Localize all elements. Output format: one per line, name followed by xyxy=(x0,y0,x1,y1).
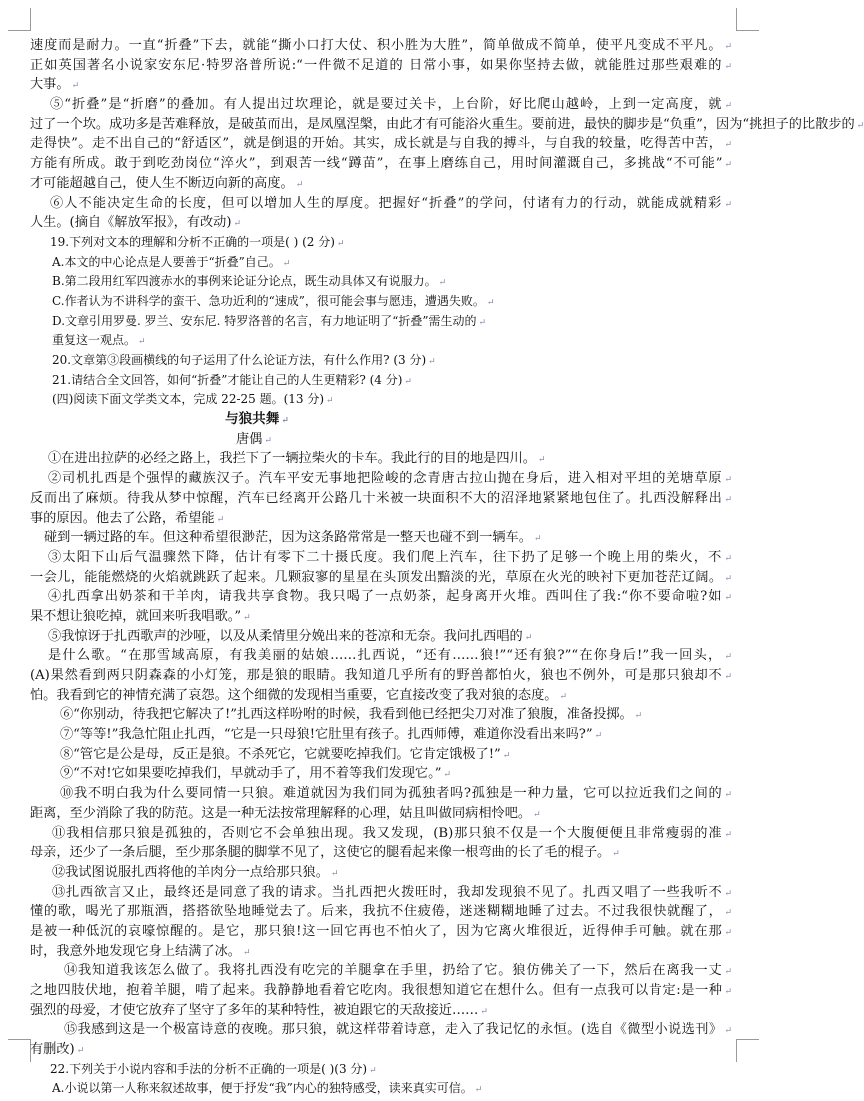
crop-mark-top-left xyxy=(8,8,31,31)
paragraph-mark-icon: ↵ xyxy=(724,494,732,505)
text-line-content: ⑮我感到这是一个极富诗意的夜晚。那只狼，就这样带着诗意，走入了我记忆的永恒。(选自《微型小说选刊》 xyxy=(64,1022,723,1038)
text-line xyxy=(30,449,732,469)
text-line xyxy=(30,509,732,529)
text-line xyxy=(30,607,732,627)
paragraph-mark-icon: ↵ xyxy=(724,908,732,919)
text-line xyxy=(30,646,732,666)
paragraph-mark-icon: ↵ xyxy=(724,829,732,840)
paragraph-mark-icon: ↵ xyxy=(559,691,568,702)
paragraph-mark-icon: ↵ xyxy=(502,750,511,761)
paragraph-mark-icon: ↵ xyxy=(282,258,291,269)
text-line-content: 是被一种低沉的哀嚎惊醒的。是它，那只狼!这一回它再也不怕火了，因为它离火堆很近，近得伸手可触。就在那 xyxy=(30,923,723,939)
paragraph-mark-icon: ↵ xyxy=(724,61,732,72)
paragraph-mark-icon: ↵ xyxy=(724,573,732,584)
text-line-content: ⑤“折叠”是“折磨”的叠加。有人提出过坎理论，就是要过关卡，上台阶，好比爬山越岭，上到一定高度，就 xyxy=(50,97,723,113)
paragraph-mark-icon: ↵ xyxy=(724,888,732,899)
text-line xyxy=(30,56,732,76)
text-line-content: 人生。(摘自《解放军报》，有改动) xyxy=(30,215,232,231)
text-line-content: ④扎西拿出奶茶和干羊肉，请我共享食物。我只喝了一点奶茶，起身离开火堆。西叫住了我:“你不要命啦?如 xyxy=(48,589,723,605)
paragraph-mark-icon: ↵ xyxy=(724,160,732,171)
crop-mark-bottom-left xyxy=(8,1039,31,1062)
text-line xyxy=(30,843,732,863)
paragraph-mark-icon: ↵ xyxy=(537,455,546,466)
paragraph-mark-icon: ↵ xyxy=(443,770,451,781)
text-line-content: 走得快”。走不出自己的“舒适区”，就是倒退的开始。其实，成长就是与自我的搏斗，与自我的较量，吃得苦中苦， xyxy=(30,136,723,152)
paragraph-mark-icon: ↵ xyxy=(295,179,304,190)
paragraph-mark-icon: ↵ xyxy=(634,711,643,722)
text-line-content: 才可能超越自己，使人生不断迈向新的高度。 xyxy=(30,175,294,191)
text-line-content: ⑭我知道我该怎么做了。我将扎西没有吃完的羊腿拿在手里，扔给了它。狼仿佛关了一下，然后在离我一丈 xyxy=(64,963,723,979)
paragraph-mark-icon: ↵ xyxy=(724,790,732,801)
text-line-content: 距离，至少消除了我的防范。这是一种无法按常理解释的心理，姑且叫做同病相怜吧。 xyxy=(30,805,532,821)
paragraph-mark-icon: ↵ xyxy=(594,731,603,742)
paragraph-mark-icon: ↵ xyxy=(724,140,732,151)
text-line xyxy=(30,174,732,194)
text-line-content: 反而出了麻烦。待我从梦中惊醒，汽车已经离开公路几十米被一块面积不大的沼泽地紧紧地包住了。扎西没解释出 xyxy=(30,490,723,506)
paragraph-mark-icon: ↵ xyxy=(724,42,732,52)
text-line-content: 22.下列关于小说内容和手法的分析不正确的一项是( )(3 分) xyxy=(50,1061,368,1076)
text-line xyxy=(30,725,732,745)
text-line xyxy=(30,469,732,489)
text-line-content: 碰到一辆过路的车。但这种希望很渺茫，因为这条路常常是一整天也碰不到一辆车。 xyxy=(44,530,532,546)
text-line-content: ⑨“不对!它如果要吃掉我们，早就动手了，用不着等我们发现它。” xyxy=(60,766,442,782)
text-line xyxy=(30,331,732,351)
text-line-content: 怕。我看到它的神情充满了哀怨。这个细微的发现相当重要，它直接改变了我对狼的态度。 xyxy=(30,687,558,703)
text-line-content: 有删改) xyxy=(30,1042,75,1058)
text-line xyxy=(30,272,732,292)
text-line-content: 正如英国著名小说家安东尼·特罗洛普所说:“一件微不足道的 日常小事，如果你坚持去做，就能胜过那些艰难的 xyxy=(30,57,723,73)
document-body xyxy=(30,36,864,1099)
paragraph-mark-icon: ↵ xyxy=(71,81,80,92)
paragraph-mark-icon: ↵ xyxy=(369,1065,377,1076)
text-line xyxy=(30,587,732,607)
paragraph-mark-icon: ↵ xyxy=(724,593,732,604)
text-line xyxy=(30,292,732,312)
text-line xyxy=(30,981,732,1001)
text-line-content: 时，我意外地发现它身上结满了冰。 xyxy=(30,943,241,959)
paragraph-mark-icon: ↵ xyxy=(724,927,732,938)
paragraph-mark-icon: ↵ xyxy=(856,120,864,131)
text-line xyxy=(30,961,732,981)
text-line xyxy=(30,1001,732,1021)
text-line-content: 之地四肢伏地，抱着羊腿，啃了起来。我静静地看着它吃肉。我很想知道它在想什么。但有一点我可以肯定:是一种 xyxy=(30,983,723,998)
text-line xyxy=(30,253,732,273)
text-line-content: ⑫我试图说服扎西将他的羊肉分一点给那只狼。 xyxy=(52,864,329,880)
paragraph-mark-icon: ↵ xyxy=(480,1006,488,1017)
text-line xyxy=(30,568,732,588)
text-line xyxy=(30,548,732,568)
text-line-content: A.本文的中心论点是人要善于“折叠”自己。 xyxy=(52,254,281,269)
paragraph-mark-icon: ↵ xyxy=(724,987,732,997)
paragraph-mark-icon: ↵ xyxy=(474,1085,483,1096)
paragraph-mark-icon: ↵ xyxy=(478,317,487,328)
text-line xyxy=(30,942,732,962)
text-line xyxy=(30,233,732,253)
text-line-content: 一会儿，能能燃烧的火焰就跳跃了起来。几颗寂寥的星星在头顶发出黯淡的光，草原在火光的映衬下更加苍茫辽阔。 xyxy=(30,569,723,585)
crop-mark-top-right xyxy=(736,8,759,31)
paragraph-mark-icon: ↵ xyxy=(336,238,345,249)
text-line-content: (四)阅读下面文学类文本，完成 22-25 题。(13 分) xyxy=(52,392,325,407)
paragraph-mark-icon: ↵ xyxy=(326,396,334,407)
paragraph-mark-icon: ↵ xyxy=(281,416,289,427)
text-line-content: 21.请结合全文回答，如何“折叠”才能让自己的人生更精彩? (4 分) xyxy=(52,372,403,387)
text-line xyxy=(30,863,732,883)
paragraph-mark-icon: ↵ xyxy=(724,199,732,210)
text-line-content: 方能有所成。敢于到吃劲岗位“淬火”，到艰苦一线“蹲苗”，在事上磨练自己，用时间灌溉自己，多挑战“不可能” xyxy=(30,156,723,172)
text-line-content: ③太阳下山后气温骤然下降，估计有零下二十摄氏度。我们爬上汽车，往下扔了足够一个晚上用的柴火，不 xyxy=(48,549,723,565)
text-line xyxy=(30,705,732,725)
paragraph-mark-icon: ↵ xyxy=(428,357,436,367)
paragraph-mark-icon: ↵ xyxy=(233,219,242,230)
text-line xyxy=(30,115,864,135)
text-line xyxy=(30,95,732,115)
paragraph-mark-icon: ↵ xyxy=(524,632,533,643)
text-line xyxy=(30,194,732,214)
text-line-content: (A)果然看到两只阴森森的小灯笼，那是狼的眼睛。我知道几乎所有的野兽都怕火，狼也不例外，可是那只狼却不 xyxy=(30,668,723,683)
text-line-content: 母亲，还少了一条后腿，至少那条腿的脚掌不见了，这使它的腿看起来像一根弯曲的长了毛的棍子。 xyxy=(30,845,611,861)
text-line-content: 20.文章第③段画横线的句子运用了什么论证方法，有什么作用? (3 分) xyxy=(52,353,427,367)
text-line xyxy=(30,666,732,686)
text-line-content: ②司机扎西是个强悍的藏族汉子。汽车平安无事地把险峻的念青唐古拉山抛在身后，进入相对平坦的羌塘草原 xyxy=(48,471,723,487)
text-line xyxy=(30,1060,732,1080)
text-line-content: 懂的歌，喝光了那瓶酒，搭搭欲坠地睡觉去了。后来，我抗不住疲倦，迷迷糊糊地睡了过去。不过我很快就醒了， xyxy=(30,904,723,920)
text-line xyxy=(30,134,732,154)
text-line-content: ⑪我相信那只狼是孤独的，否则它不会单独出现。我又发现，(B)那只狼不仅是一个大腹便便且非常瘦弱的准 xyxy=(52,825,723,841)
text-line-content: A.小说以第一人称来叙述故事，便于抒发“我”内心的独特感受，读来真实可信。 xyxy=(52,1081,473,1096)
text-line xyxy=(30,528,732,548)
text-line xyxy=(30,784,732,804)
paragraph-mark-icon: ↵ xyxy=(138,337,146,348)
paragraph-mark-icon: ↵ xyxy=(264,435,272,446)
text-line xyxy=(30,1079,732,1099)
paragraph-mark-icon: ↵ xyxy=(438,278,447,289)
text-line xyxy=(30,36,732,56)
paragraph-mark-icon: ↵ xyxy=(724,475,732,486)
text-line-content: ⑦“等等!”我急忙阻止扎西，“它是一只母狼!它肚里有孩子。扎西师傅，难道你没看出来吗?” xyxy=(60,727,593,743)
text-line-content: 强烈的母爱，才使它放弃了坚守了多年的某种特性，被迫跟它的天敌接近…… xyxy=(30,1002,479,1018)
text-line-content: B.第二段用红军四渡赤水的事例来论证分论点，既生动具体又有说服力。 xyxy=(52,274,437,289)
text-line-content: ⑤我惊讶于扎西歌声的沙哑，以及从柔情里分娩出来的苍凉和无奈。我问扎西唱的 xyxy=(48,628,523,644)
paragraph-mark-icon: ↵ xyxy=(243,947,251,958)
text-line xyxy=(30,213,732,233)
paragraph-mark-icon: ↵ xyxy=(724,652,732,663)
paragraph-mark-icon: ↵ xyxy=(243,612,251,623)
text-line-content: 是什么歌。“在那雪域高原，有我美丽的姑娘……扎西说，“还有……狼!”“还有狼?”“在你身后!”我一回头， xyxy=(48,648,723,664)
text-line xyxy=(30,804,732,824)
paragraph-mark-icon: ↵ xyxy=(612,849,620,860)
text-line xyxy=(30,883,732,903)
text-line-content: 果不想让狼吃掉，就回来听我唱歌。” xyxy=(30,608,242,624)
paragraph-mark-icon: ↵ xyxy=(76,1046,85,1057)
text-line-content: C.作者认为不讲科学的蛮干、急功近利的“速成”，很可能会事与愿违，遭遇失败。 xyxy=(52,293,485,308)
text-line xyxy=(30,75,732,95)
text-line xyxy=(30,371,732,391)
text-line-content: 速度而是耐力。一直“折叠”下去，就能“撕小口打大仗、积小胜为大胜”，简单做成不简单，使平凡变成不平凡。 xyxy=(30,38,723,53)
text-line xyxy=(30,627,732,647)
text-line-content: 重复这一观点。 xyxy=(52,333,137,348)
text-line-content: 过了一个坎。成功多是苦难释放，是破茧而出，是凤凰涅槃，由此才有可能浴火重生。要前进，最快的脚步是“负重”，因为“挑担子的比散步的 xyxy=(30,116,855,132)
text-line xyxy=(30,902,732,922)
paragraph-mark-icon: ↵ xyxy=(533,809,541,820)
paragraph-mark-icon: ↵ xyxy=(724,1026,732,1037)
text-line-content: ⑥“你别动，待我把它解决了!”扎西这样吩咐的时候，我看到他已经把尖刀对准了狼腹，准备投掷。 xyxy=(60,707,633,723)
text-line-content: 事的原因。他去了公路，希望能 xyxy=(30,510,215,526)
text-line xyxy=(30,351,732,371)
paragraph-mark-icon: ↵ xyxy=(724,967,732,978)
paragraph-mark-icon: ↵ xyxy=(724,553,732,564)
paragraph-mark-icon: ↵ xyxy=(724,672,732,682)
text-line-content: D.文章引用罗曼. 罗兰、安东尼. 特罗洛普的名言，有力地证明了“折叠”需生动的 xyxy=(52,313,477,328)
text-line xyxy=(30,154,732,174)
text-line xyxy=(30,1040,732,1060)
text-line xyxy=(30,312,732,332)
text-line-content: ⑧“管它是公是母，反正是狼。不杀死它，它就要吃掉我们。它肯定饿极了!” xyxy=(60,746,501,762)
paragraph-mark-icon: ↵ xyxy=(330,868,339,879)
text-line xyxy=(30,764,732,784)
article-title xyxy=(30,410,732,430)
text-line-content: 与狼共舞 xyxy=(225,411,280,428)
text-line xyxy=(30,430,732,450)
text-line-content: 大事。 xyxy=(30,77,70,93)
text-line xyxy=(30,489,732,509)
paragraph-mark-icon: ↵ xyxy=(404,376,412,387)
text-line-content: 19.下列对文本的理解和分析不正确的一项是( ) (2 分) xyxy=(50,234,335,249)
paragraph-mark-icon: ↵ xyxy=(486,297,495,308)
text-line xyxy=(30,922,732,942)
text-line xyxy=(30,824,732,844)
text-line-content: ⑬扎西欲言又止，最终还是同意了我的请求。当扎西把火拨旺时，我却发现狼不见了。扎西又唱了一些我听不 xyxy=(52,884,723,900)
text-line xyxy=(30,745,732,765)
crop-mark-bottom-right xyxy=(736,1039,759,1062)
paragraph-mark-icon: ↵ xyxy=(533,534,542,545)
paragraph-mark-icon: ↵ xyxy=(724,101,732,112)
text-line xyxy=(30,390,732,410)
text-line-content: ①在进出拉萨的必经之路上，我拦下了一辆拉柴火的卡车。我此行的目的地是四川。 xyxy=(48,451,536,467)
text-line-content: ⑥人不能决定生命的长度，但可以增加人生的厚度。把握好“折叠”的学问，付诸有力的行动，就能成就精彩 xyxy=(50,195,723,211)
text-line-content: ⑩我不明白我为什么要同情一只狼。难道就因为我们同为孤独者吗?孤独是一种力量，它可以拉近我们之间的 xyxy=(60,786,723,802)
paragraph-mark-icon: ↵ xyxy=(216,514,225,525)
text-line xyxy=(30,686,732,706)
text-line-content: 唐偶 xyxy=(236,431,263,447)
text-line xyxy=(30,1020,732,1040)
